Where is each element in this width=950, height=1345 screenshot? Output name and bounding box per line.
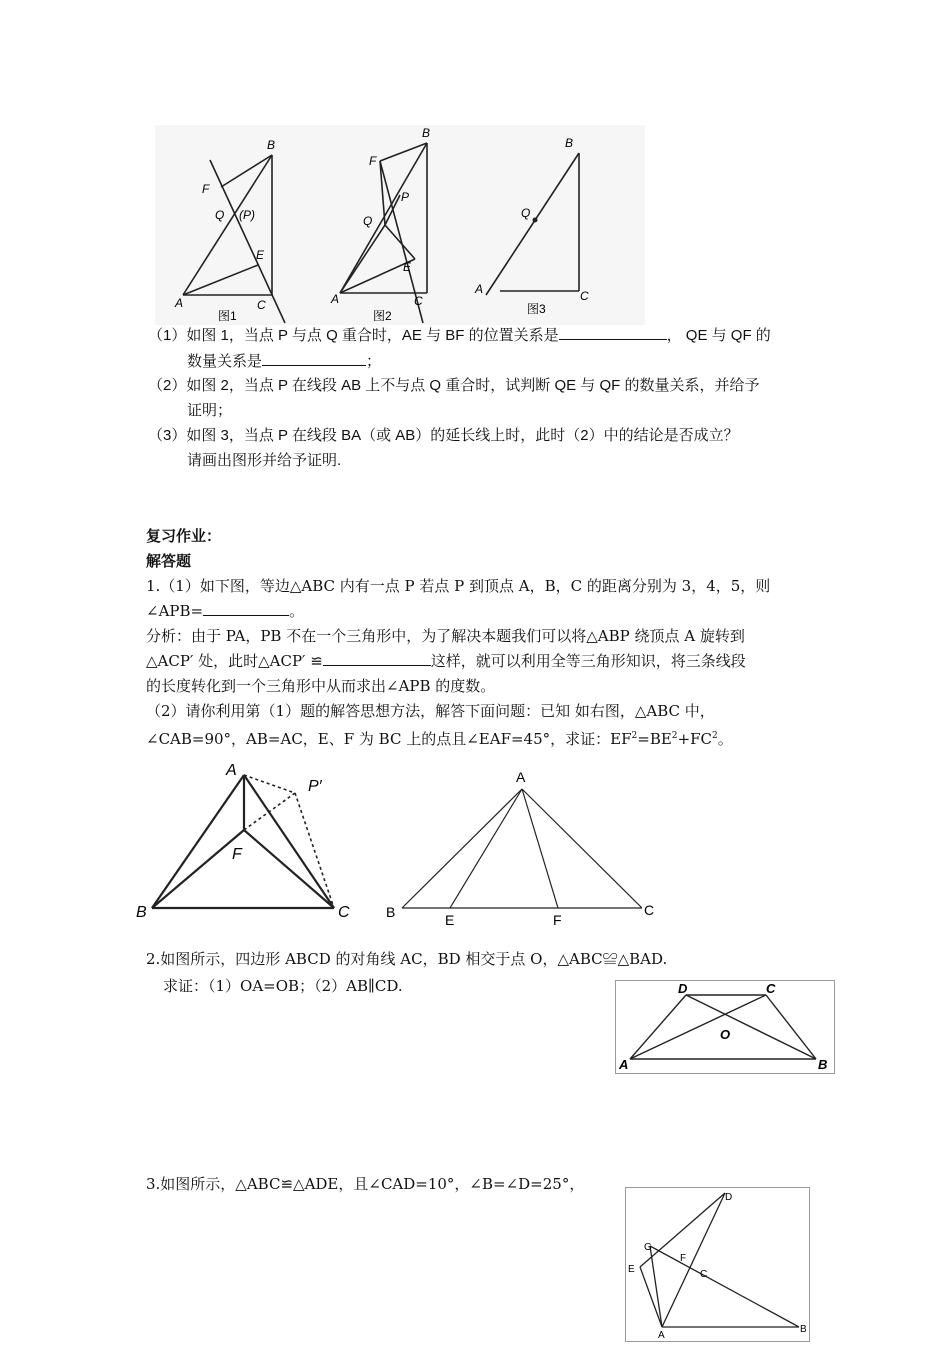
fig1-label-E: E bbox=[256, 248, 265, 262]
sup-be: 2 bbox=[671, 731, 678, 741]
quad-label-C: C bbox=[766, 981, 776, 996]
q1-line2 bbox=[187, 350, 381, 374]
fig3-label-Q: Q bbox=[521, 206, 531, 220]
fig1-label-A: A bbox=[175, 296, 184, 310]
q1-line1 bbox=[148, 324, 771, 348]
fig3-label-B: B bbox=[565, 136, 574, 150]
fig2-label-Q: Q bbox=[363, 214, 373, 228]
problem3-line1: 3.如图所示，△ABC≌△ADE，且∠CAD=10°，∠B=∠D=25°， bbox=[146, 1175, 585, 1193]
q1-text-a: （1）如图 1，当点 P 与点 Q 重合时，AE 与 BF 的位置关系是 bbox=[148, 327, 559, 344]
p1-apb-prefix: ∠APB= bbox=[146, 602, 204, 620]
eq-label-C: C bbox=[338, 904, 350, 921]
p1-line7-b: =BE bbox=[637, 730, 672, 748]
cong-label-A: A bbox=[658, 1330, 665, 1341]
quad-label-D: D bbox=[678, 981, 688, 996]
cong-label-F: F bbox=[680, 1253, 687, 1264]
rt-label-F: F bbox=[553, 912, 562, 928]
fig1-label-Q: Q bbox=[215, 208, 225, 222]
q1-text-d: ； bbox=[366, 353, 382, 370]
q1-blank-position bbox=[559, 324, 667, 340]
p1-apb-suffix: 。 bbox=[289, 602, 305, 620]
figure-congruent-triangles bbox=[626, 1188, 809, 1341]
p1-line7 bbox=[146, 724, 733, 751]
p1-line7-a: ∠CAB=90°，AB=AC，E、F 为 BC 上的点且∠EAF=45°，求证：EF bbox=[146, 730, 632, 748]
rt-label-B: B bbox=[386, 904, 396, 920]
fig1-label-F: F bbox=[202, 182, 210, 196]
review-heading: 复习作业： bbox=[146, 527, 222, 545]
eq-label-B: B bbox=[136, 904, 147, 921]
fig3-label-A: A bbox=[475, 282, 484, 296]
p1-line7-d: 。 bbox=[717, 730, 733, 748]
fig2-label-F: F bbox=[369, 154, 377, 168]
fig2-label-C: C bbox=[414, 294, 423, 308]
p1-line4-post: 这样，就可以利用全等三角形知识，将三条线段 bbox=[430, 652, 746, 670]
p1-line4-pre: △ACP′ 处，此时△ACP′ ≌ bbox=[146, 652, 323, 670]
sup-ef: 2 bbox=[631, 731, 638, 741]
review-subheading: 解答题 bbox=[146, 552, 192, 570]
rt-label-A: A bbox=[516, 769, 526, 785]
fig1-label-B: B bbox=[267, 138, 276, 152]
fig2-label-A: A bbox=[331, 292, 340, 306]
fig3-point-Q bbox=[533, 218, 538, 223]
p1-line4 bbox=[146, 649, 746, 673]
fig2-label-B: B bbox=[422, 126, 431, 140]
fig2-label-P: P bbox=[401, 190, 410, 204]
figure-congruent-box bbox=[625, 1187, 810, 1342]
cong-label-G: G bbox=[644, 1242, 652, 1253]
figure-right-isoceles bbox=[380, 765, 670, 930]
figure-quadrilateral bbox=[616, 981, 834, 1073]
sup-fc: 2 bbox=[711, 731, 718, 741]
p1-line3: 分析：由于 PA，PB 不在一个三角形中，为了解决本题我们可以将△ABP 绕顶点 A 旋转到 bbox=[146, 627, 745, 645]
top-figures bbox=[155, 125, 645, 325]
eq-label-F: F bbox=[232, 846, 242, 863]
q2-line1: （2）如图 2，当点 P 在线段 AB 上不与点 Q 重合时，试判断 QE 与 QF 的数量关系，并给予 bbox=[148, 377, 760, 394]
rt-label-E: E bbox=[445, 912, 455, 928]
q1-text-b: ， QE 与 QF 的 bbox=[666, 327, 771, 344]
p1-line5: 的长度转化到一个三角形中从而求出∠APB 的度数。 bbox=[146, 677, 496, 695]
fig2-label-E: E bbox=[403, 260, 412, 274]
cong-label-B: B bbox=[800, 1324, 807, 1335]
problem2-line1: 2.如图所示，四边形 ABCD 的对角线 AC，BD 相交于点 O，△ABC≌△BAD. bbox=[146, 950, 668, 968]
quad-label-O: O bbox=[720, 1027, 731, 1042]
cong-label-C: C bbox=[700, 1269, 708, 1280]
fig1-label-P: (P) bbox=[239, 208, 255, 222]
figure-quadrilateral-box bbox=[615, 980, 835, 1074]
p1-line6: （2）请你利用第（1）题的解答思想方法，解答下面问题：已知 如右图，△ABC 中， bbox=[146, 702, 715, 720]
q1-text-c: 数量关系是 bbox=[187, 353, 263, 370]
q1-blank-quantity bbox=[262, 350, 366, 366]
eq-label-Pprime: P′ bbox=[308, 778, 322, 795]
q3-line1: （3）如图 3，当点 P 在线段 BA（或 AB）的延长线上时，此时（2）中的结论是否成立？ bbox=[148, 427, 739, 444]
figure-equilateral-rotation bbox=[130, 755, 360, 925]
fig3-caption: 图3 bbox=[527, 302, 546, 316]
q2-line2: 证明； bbox=[187, 402, 233, 419]
p1-line2 bbox=[146, 599, 304, 623]
p1-line7-c: +FC bbox=[677, 730, 712, 748]
fig2-caption: 图2 bbox=[373, 309, 392, 323]
problem2-line2: 求证：（1）OA=OB；（2）AB∥CD. bbox=[163, 977, 403, 995]
quad-label-B: B bbox=[818, 1057, 828, 1072]
fig1-caption: 图1 bbox=[218, 309, 237, 323]
rt-label-C: C bbox=[644, 902, 655, 918]
quad-label-A: A bbox=[619, 1057, 629, 1072]
fig1-label-C: C bbox=[257, 298, 266, 312]
p1-blank-apb bbox=[203, 600, 289, 616]
q3-line2: 请画出图形并给予证明. bbox=[187, 452, 342, 469]
eq-label-A: A bbox=[226, 762, 237, 779]
p1-line1: 1.（1）如下图，等边△ABC 内有一点 P 若点 P 到顶点 A，B，C 的距离分别为 3，4，5，则 bbox=[146, 577, 771, 595]
cong-label-D: D bbox=[725, 1192, 733, 1203]
p1-blank-congruent bbox=[323, 650, 431, 666]
fig3-label-C: C bbox=[580, 289, 589, 303]
cong-label-E: E bbox=[628, 1264, 635, 1275]
